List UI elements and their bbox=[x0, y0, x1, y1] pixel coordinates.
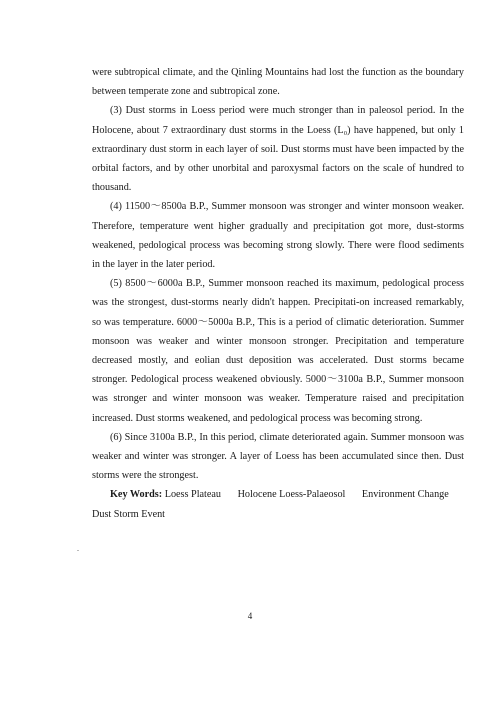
scan-speck bbox=[77, 550, 79, 551]
keyword-item: Environment Change bbox=[361, 489, 449, 501]
keywords-label: Key Words: bbox=[110, 489, 163, 501]
paragraph-point-6: (6) Since 3100a B.P., In this period, climate deteriorated again. Summer monsoon was weaker and winter was stronger. A layer of Loess has been accumulated since then. Dust storms were the strongest. bbox=[92, 431, 464, 482]
keywords-line bbox=[92, 485, 464, 523]
abstract-body bbox=[92, 63, 464, 524]
keyword-item: Holocene Loess-Palaeosol bbox=[237, 489, 346, 501]
paragraph-point-3: (3) Dust storms in Loess period were much stronger than in paleosol period. In the Holocene, about 7 extraordinary dust storms in the Loess (L₀) have happened, but only 1 extraordinary dust storm in each layer of soil. Dust storms must have been impacted by the orbital factors, and by other unorbital and paroxysmal factors on the scale of hundred to thousand. bbox=[92, 105, 464, 194]
paragraph-point-4: (4) 11500～8500a B.P., Summer monsoon was stronger and winter monsoon weaker. Therefore, temperature went higher gradually and precipitation got more, dust-storms weakened, pedological process was becoming strong slowly. There were flood sediments in the layer in the later period. bbox=[92, 201, 464, 271]
paragraph-continuation: were subtropical climate, and the Qinling Mountains had lost the function as the boundary between temperate zone and subtropical zone. bbox=[92, 67, 464, 98]
keyword-item: Dust Storm Event bbox=[92, 508, 166, 520]
keyword-item: Loess Plateau bbox=[164, 489, 222, 501]
page-number: 4 bbox=[247, 611, 253, 621]
paragraph-point-5: (5) 8500～6000a B.P., Summer monsoon reached its maximum, pedological process was the strongest, dust-storms nearly didn't happen. Precipitati-on increased remarkably, so was temperature. 6000～5000a B.P., This is a period of climatic deterioration. Summer monsoon was weaker and winter monsoon stronger. Precipitation and temperature decreased mostly, and eolian dust deposition was accelerated. Dust storms became stronger. Pedological process weakened obviously. 5000～3100a B.P., Summer monsoon was stronger and winter monsoon was weaker. Temperature raised and precipitation increased. Dust storms weakened, and pedological process was becoming strong. bbox=[92, 278, 464, 424]
